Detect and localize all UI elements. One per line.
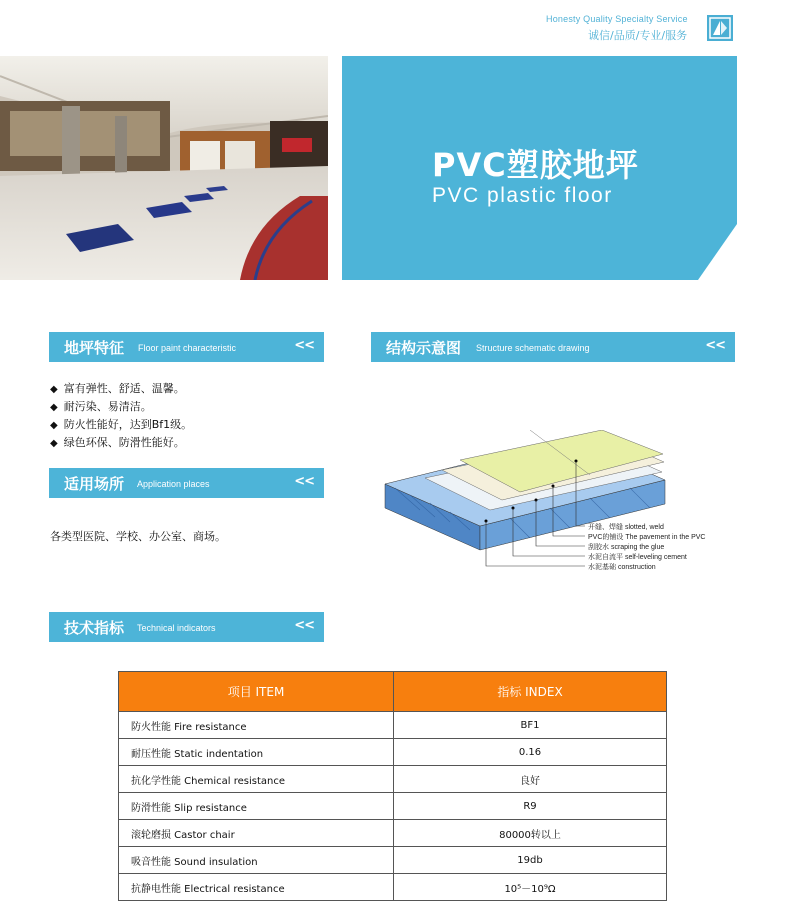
- table-row: [119, 820, 667, 847]
- table-row: [119, 766, 667, 793]
- technical-indicators-table: [118, 671, 667, 901]
- feature-text: 富有弹性、舒适、温馨。: [63, 382, 185, 395]
- section-header-characteristics: [49, 332, 324, 362]
- column-header-index: 指标 INDEX: [394, 672, 667, 712]
- page-subtitle: PVC plastic floor: [432, 184, 613, 207]
- feature-item: [50, 416, 192, 432]
- table-row: [119, 847, 667, 874]
- table-row: [119, 874, 667, 901]
- section-subtitle: Application places: [137, 479, 210, 489]
- diamond-bullet-icon: ◆: [50, 438, 58, 449]
- item-cell: 防火性能 Fire resistance: [119, 712, 394, 739]
- table-row: [119, 712, 667, 739]
- diagram-label: PVC的铺设 The pavement in the PVC: [588, 534, 706, 541]
- section-title: 适用场所: [64, 475, 125, 493]
- feature-text: 耐污染、易清洁。: [63, 400, 152, 413]
- diamond-bullet-icon: ◆: [50, 384, 58, 395]
- item-cell: 滚轮磨损 Castor chair: [119, 820, 394, 847]
- double-chevron-left-icon: <<: [294, 618, 314, 633]
- application-places-text: 各类型医院、学校、办公室、商场。: [50, 530, 226, 543]
- item-cell: 吸音性能 Sound insulation: [119, 847, 394, 874]
- value-cell: 80000转以上: [394, 820, 667, 847]
- diagram-label: 刮胶水 scraping the glue: [588, 544, 665, 551]
- column-header-item: 项目 ITEM: [119, 672, 394, 712]
- double-chevron-left-icon: <<: [294, 474, 314, 489]
- table-header-row: [119, 672, 667, 712]
- section-title: 地坪特征: [64, 339, 125, 357]
- value-cell: 0.16: [394, 739, 667, 766]
- section-subtitle: Structure schematic drawing: [476, 343, 590, 353]
- value-cell: 19db: [394, 847, 667, 874]
- slogan-english: Honesty Quality Specialty Service: [546, 14, 688, 24]
- feature-item: [50, 434, 185, 450]
- item-cell: 抗静电性能 Electrical resistance: [119, 874, 394, 901]
- section-title: 结构示意图: [386, 339, 462, 357]
- diamond-bullet-icon: ◆: [50, 402, 58, 413]
- value-cell: BF1: [394, 712, 667, 739]
- table-row: [119, 793, 667, 820]
- section-header-technical: [49, 612, 324, 642]
- item-cell: 抗化学性能 Chemical resistance: [119, 766, 394, 793]
- diagram-label: 水泥自流平 self-leveling cement: [588, 554, 687, 561]
- section-subtitle: Technical indicators: [137, 623, 216, 633]
- feature-item: [50, 398, 152, 414]
- page-title: PVC塑胶地坪: [432, 146, 639, 184]
- diamond-bullet-icon: ◆: [50, 420, 58, 431]
- value-cell: R9: [394, 793, 667, 820]
- double-chevron-left-icon: <<: [294, 338, 314, 353]
- table-row: [119, 739, 667, 766]
- double-chevron-left-icon: <<: [705, 338, 725, 353]
- value-cell: 10⁵－10⁹Ω: [394, 874, 667, 901]
- feature-text: 绿色环保、防滑性能好。: [63, 436, 185, 449]
- hero-photo: [0, 56, 328, 280]
- section-title: 技术指标: [64, 619, 125, 637]
- item-cell: 防滑性能 Slip resistance: [119, 793, 394, 820]
- value-cell: 良好: [394, 766, 667, 793]
- feature-item: [50, 380, 185, 396]
- section-header-structure: [371, 332, 735, 362]
- diagram-label: 开缝、焊缝 slotted, weld: [588, 524, 664, 531]
- company-logo-icon: [707, 15, 733, 41]
- section-header-application: [49, 468, 324, 498]
- slogan-chinese: 诚信/品质/专业/服务: [588, 29, 688, 42]
- item-cell: 耐压性能 Static indentation: [119, 739, 394, 766]
- feature-text: 防火性能好，达到Bf1级。: [63, 418, 193, 431]
- diagram-label: 水泥基础 construction: [588, 564, 656, 571]
- section-subtitle: Floor paint characteristic: [138, 343, 237, 353]
